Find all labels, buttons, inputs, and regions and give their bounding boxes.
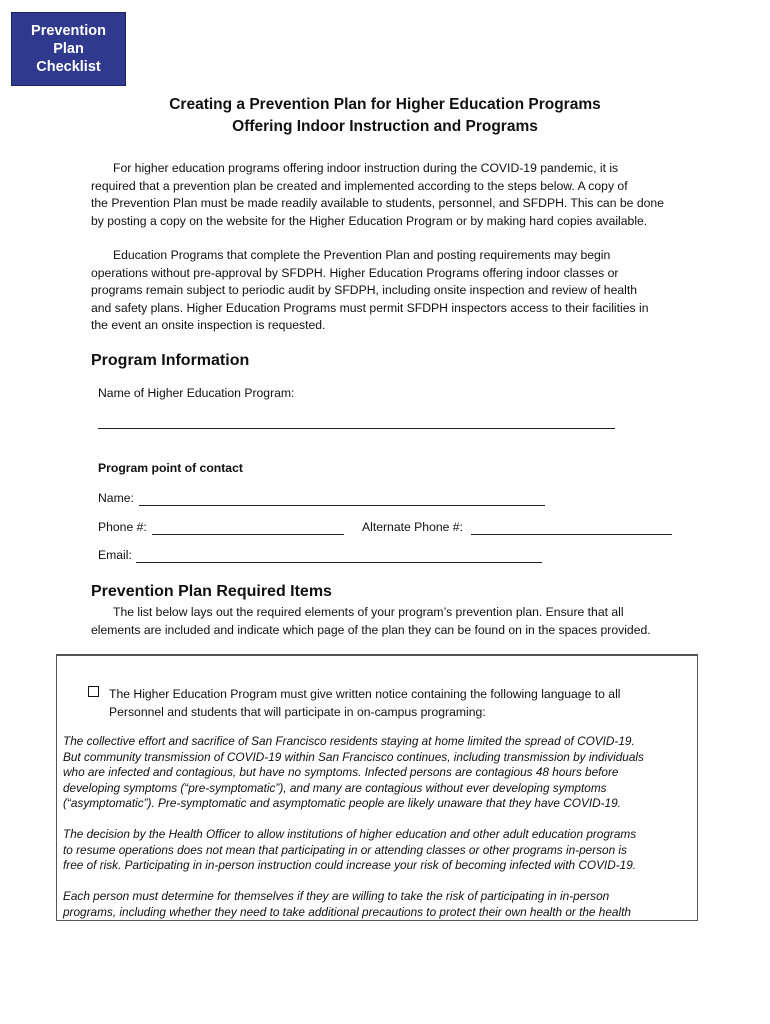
notice-line: Personnel and students that will participate in on-campus programing: — [109, 704, 486, 719]
notice-requirement-text — [109, 686, 689, 721]
notice-language-line: programs, including whether they need to take additional precautions to protect their own health or the health — [63, 904, 631, 919]
contact-name-field[interactable] — [139, 505, 545, 506]
notice-language-line: The collective effort and sacrifice of San Francisco residents staying at home limited the spread of COVID-19. — [63, 734, 635, 748]
intro-p2-line: and safety plans. Higher Education Programs must permit SFDPH inspectors access to their facilities in — [91, 300, 649, 315]
document-title-line-1: Creating a Prevention Plan for Higher Education Programs — [169, 96, 601, 113]
notice-language-paragraph-3 — [63, 889, 693, 920]
intro-p2-line: Education Programs that complete the Prevention Plan and posting requirements may begin — [113, 248, 611, 262]
notice-language-line: to resume operations does not mean that participating in or attending classes or other programs in-person is — [63, 842, 627, 857]
intro-p1-line: For higher education programs offering indoor instruction during the COVID-19 pandemic, it is — [113, 161, 619, 175]
program-name-label: Name of Higher Education Program: — [98, 386, 295, 400]
intro-p1-line: required that a prevention plan be created and implemented according to the steps below. A copy of — [91, 178, 628, 193]
required-intro-line: elements are included and indicate which page of the plan they can be found on in the spaces provided. — [91, 622, 651, 637]
notice-language-line: The decision by the Health Officer to allow institutions of higher education and other adult education programs — [63, 827, 637, 841]
notice-language-paragraph-1 — [63, 734, 693, 812]
intro-p2-line: operations without pre-approval by SFDPH. Higher Education Programs offering indoor classes or — [91, 265, 619, 280]
intro-p1-line: by posting a copy on the website for the Higher Education Program or by making hard copies available. — [91, 213, 648, 228]
intro-p1-line: the Prevention Plan must be made readily available to students, personnel, and SFDPH. This can be done — [91, 196, 664, 210]
notice-language-line: (“asymptomatic”). Pre-symptomatic and asymptomatic people are likely unaware that they have COVID-19. — [63, 796, 621, 811]
program-name-field[interactable] — [98, 428, 615, 429]
intro-p2-line: programs remain subject to periodic audit by SFDPH, including onsite inspection and review of health — [91, 283, 638, 297]
contact-name-label: Name: — [98, 491, 134, 505]
notice-language-line: who are infected and contagious, but have no symptoms. Infected persons are contagious 48 hours before — [63, 765, 619, 780]
alternate-phone-field[interactable] — [471, 534, 672, 535]
notice-language-line: Each person must determine for themselves if they are willing to take the risk of participating in in-person — [63, 889, 610, 903]
phone-field[interactable] — [152, 534, 344, 535]
intro-p2-line: the event an onsite inspection is requested. — [91, 318, 326, 332]
alternate-phone-label: Alternate Phone #: — [362, 520, 463, 534]
notice-language-paragraph-2 — [63, 827, 693, 874]
notice-language-line: free of risk. Participating in in-person instruction could increase your risk of becoming infected with COVID-19. — [63, 858, 637, 873]
email-label: Email: — [98, 548, 132, 562]
phone-label: Phone #: — [98, 520, 147, 534]
prevention-plan-checklist-badge — [11, 12, 126, 86]
intro-paragraph-1 — [91, 160, 681, 230]
notice-line: The Higher Education Program must give written notice containing the following language to all — [109, 687, 621, 701]
document-title-line-2: Offering Indoor Instruction and Programs — [232, 118, 538, 135]
intro-paragraph-2 — [91, 247, 681, 335]
notice-checkbox[interactable] — [88, 686, 99, 697]
badge-line-1: Prevention — [31, 23, 106, 39]
required-items-heading: Prevention Plan Required Items — [91, 583, 332, 600]
program-information-heading: Program Information — [91, 352, 250, 369]
required-intro-line: The list below lays out the required elements of your program’s prevention plan. Ensure that all — [113, 605, 624, 619]
required-items-intro — [91, 604, 681, 639]
notice-language-line: developing symptoms (“pre-symptomatic”), and many are contagious without ever developing symptoms — [63, 780, 607, 795]
email-field[interactable] — [136, 562, 542, 563]
badge-line-2: Plan — [53, 41, 84, 57]
contact-heading: Program point of contact — [98, 461, 243, 475]
checklist-box-top-border — [56, 654, 698, 656]
badge-line-3: Checklist — [36, 59, 101, 75]
notice-language-line: But community transmission of COVID-19 within San Francisco continues, including transmission by individuals — [63, 749, 644, 764]
